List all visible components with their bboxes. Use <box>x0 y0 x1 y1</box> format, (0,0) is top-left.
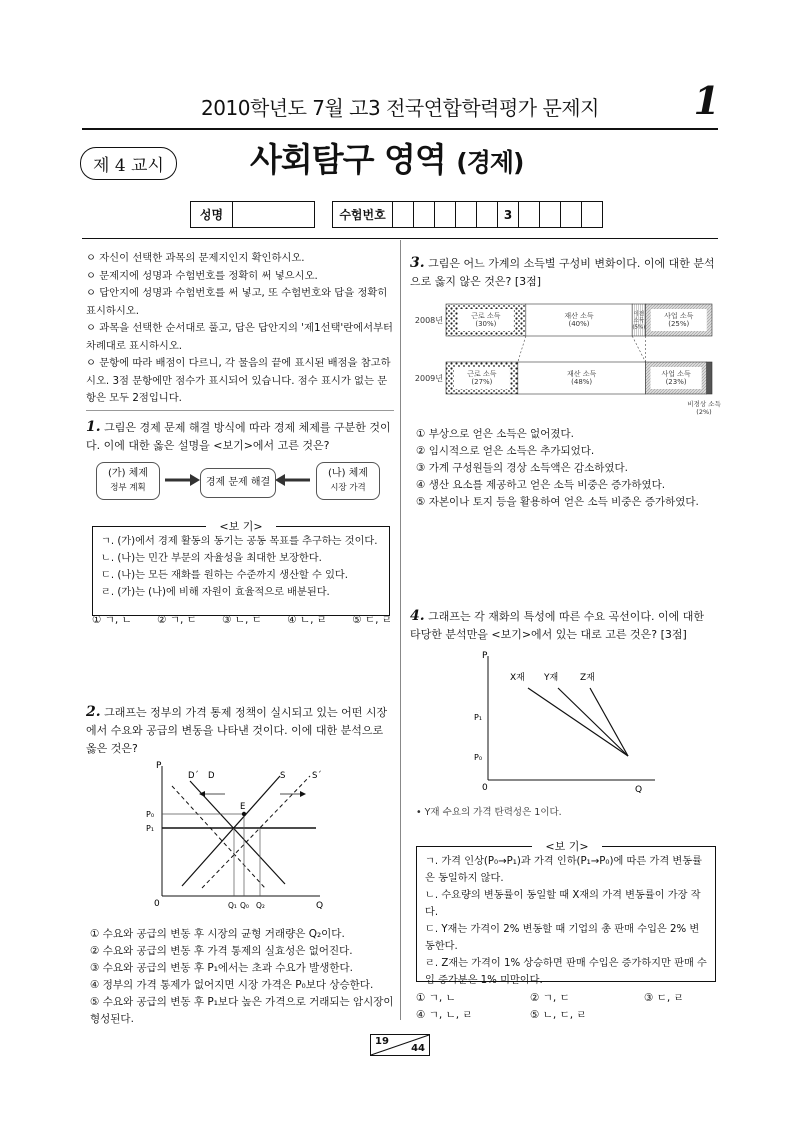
subject-main: 사회탐구 영역 <box>250 140 446 179</box>
choice-4[interactable]: ④ ㄴ, ㄹ <box>287 614 327 626</box>
q2-q-label: Q <box>316 901 324 911</box>
q3-extra-label: 비경상 소득 <box>687 400 721 408</box>
q2-label-p0: P₀ <box>146 810 155 819</box>
top-rule <box>82 238 718 239</box>
q3-segment-label: (40%) <box>568 320 590 329</box>
q3-segment-label: 사업 소득 <box>664 311 694 320</box>
choice-3[interactable]: ③ ㄴ, ㄷ <box>222 614 262 626</box>
q4-p-label: P <box>482 651 488 661</box>
q1-text: 그림은 경제 문제 해결 방식에 따라 경제 체제를 구분한 것이다. 이에 대한 옳은 설명을 <보기>에서 고른 것은? <box>86 421 391 452</box>
choice-1[interactable]: ① ㄱ, ㄴ <box>416 992 456 1004</box>
choice-4[interactable]: ④ 생산 요소를 제공하고 얻은 소득 비중은 증가하였다. <box>416 479 666 491</box>
q3-segment-label: 이전 <box>633 311 645 318</box>
q4-stem <box>410 607 718 644</box>
q3-bar-segment <box>707 362 712 394</box>
q1-left-box <box>96 462 160 500</box>
q3-extra-label: (2%) <box>696 408 712 416</box>
q2-stem <box>86 703 394 758</box>
bogi-item: ㄴ. 수요량의 변동률이 동일할 때 X재의 가격 변동률이 가장 작다. <box>425 890 701 918</box>
q4-origin: 0 <box>482 783 488 793</box>
q2-label-q1: Q₁ <box>228 901 237 910</box>
q2-origin: 0 <box>154 899 160 909</box>
q2-label-q2: Q₂ <box>256 901 265 910</box>
q2-number: 2. <box>86 704 101 720</box>
exam-no-cell[interactable] <box>456 202 477 228</box>
q3-year-label: 2009년 <box>414 374 443 383</box>
bogi-item: ㄱ. 가격 인상(P₀→P₁)과 가격 인하(P₁→P₀)에 따른 가격 변동률은 동일하지 않다. <box>425 856 702 884</box>
q2-label-s-prime: S´ <box>312 771 322 781</box>
choice-3[interactable]: ③ ㄷ, ㄹ <box>644 992 684 1004</box>
q3-choices <box>416 426 716 511</box>
exam-no-cell[interactable] <box>582 202 603 228</box>
q4-text: 그래프는 각 재화의 특성에 따른 수요 곡선이다. 이에 대한 타당한 분석만을 <보기>에서 있는 대로 고른 것은? [3점] <box>410 610 704 641</box>
choice-1[interactable]: ① 부상으로 얻은 소득은 없어졌다. <box>416 428 574 440</box>
exam-no-digit: 3 <box>498 202 519 228</box>
exam-no-cell[interactable] <box>519 202 540 228</box>
q1-center-box: 경제 문제 해결 <box>200 468 276 498</box>
q3-segment-label: 재산 소득 <box>564 311 594 320</box>
q2-supply-demand-graph <box>140 756 340 916</box>
q3-income-chart <box>410 292 721 422</box>
q1-stem <box>86 418 394 455</box>
q1-left-box-sub: 정부 계획 <box>110 483 146 493</box>
q3-segment-label: (23%) <box>665 378 687 387</box>
instruction-rule <box>86 410 394 411</box>
q3-connector <box>632 336 645 362</box>
q3-segment-label: 근로 소득 <box>467 369 497 378</box>
q3-year-label: 2008년 <box>414 316 443 325</box>
q2-text: 그래프는 정부의 가격 통제 정책이 실시되고 있는 어떤 시장에서 수요와 공급의 변동을 나타낸 것이다. 이에 대한 분석으로 옳은 것은? <box>86 706 388 755</box>
page-footer <box>370 1034 430 1056</box>
q1-right-box <box>316 462 380 500</box>
q2-curve-S-prime <box>202 776 310 888</box>
column-divider <box>400 240 401 1020</box>
q1-left-box-title: (가) 체제 <box>108 468 148 479</box>
choice-4[interactable]: ④ ㄱ, ㄴ, ㄹ <box>416 1009 473 1021</box>
q4-note: • Y재 수요의 가격 탄력성은 1이다. <box>416 807 562 818</box>
q2-label-d: D <box>208 771 215 781</box>
page-header-title: 2010학년도 7월 고3 전국연합학력평가 문제지 <box>201 96 599 120</box>
q2-label-p1: P₁ <box>146 824 155 833</box>
q3-segment-label: (48%) <box>571 378 593 387</box>
q3-segment-label: 근로 소득 <box>471 311 501 320</box>
bogi-item: ㄹ. Z재는 가격이 1% 상승하면 판매 수입은 증가하지만 판매 수입 증가분은 1% 미만이다. <box>425 958 707 986</box>
q4-curve-Y <box>558 688 628 756</box>
q3-text: 그림은 어느 가계의 소득별 구성비 변화이다. 이에 대한 분석으로 옳지 않은 것은? [3점] <box>410 257 715 288</box>
choice-2[interactable]: ② 임시적으로 얻은 소득은 추가되었다. <box>416 445 595 457</box>
choice-1[interactable]: ① ㄱ, ㄴ <box>92 614 132 626</box>
q2-label-q0: Q₀ <box>240 901 249 910</box>
exam-no-cell[interactable] <box>561 202 582 228</box>
q4-q-label: Q <box>635 785 643 795</box>
q4-bogi-box <box>416 846 716 986</box>
choice-2[interactable]: ② ㄱ, ㄷ <box>530 992 570 1004</box>
q2-label-e: E <box>240 802 246 812</box>
q4-number: 4. <box>410 608 425 624</box>
q4-curve-Z <box>590 688 628 756</box>
q1-bogi-title: <보 기> <box>206 518 276 534</box>
instruction-item: ㅇ 답안지에 성명과 수험번호를 써 넣고, 또 수험번호와 답을 정확히 표시하시오. <box>86 287 388 317</box>
choice-5[interactable]: ⑤ ㄷ, ㄹ <box>352 614 392 626</box>
choice-2[interactable]: ② 수요와 공급의 변동 후 가격 통제의 실효성은 없어진다. <box>90 945 353 957</box>
page-number: 1 <box>693 78 720 123</box>
q3-segment-label: (30%) <box>475 320 497 329</box>
q2-p-label: P <box>156 761 162 771</box>
choice-5[interactable]: ⑤ 자본이나 토지 등을 활용하여 얻은 소득 비중은 증가하였다. <box>416 496 699 508</box>
choice-1[interactable]: ① 수요와 공급의 변동 후 시장의 균형 거래량은 Q₂이다. <box>90 928 345 940</box>
bogi-item: ㄱ. (가)에서 경제 활동의 동기는 공동 목표를 추구하는 것이다. <box>101 536 378 547</box>
q3-number: 3. <box>410 255 425 271</box>
q4-label-p1: P₁ <box>474 713 483 722</box>
choice-3[interactable]: ③ 수요와 공급의 변동 후 P₁에서는 초과 수요가 발생한다. <box>90 962 353 974</box>
q3-stem <box>410 254 718 291</box>
bogi-item: ㄴ. (나)는 민간 부문의 자율성을 최대한 보장한다. <box>101 553 322 564</box>
exam-no-cell[interactable] <box>477 202 498 228</box>
footer-total: 44 <box>411 1043 425 1054</box>
name-label: 성명 <box>191 202 233 228</box>
choice-2[interactable]: ② ㄱ, ㄷ <box>157 614 197 626</box>
q1-choices <box>92 612 392 629</box>
instruction-item: ㅇ 문항에 따라 배점이 다르니, 각 물음의 끝에 표시된 배점을 참고하시오. 3점 문항에만 점수가 표시되어 있습니다. 점수 표시가 없는 문항은 모두 2점입니다. <box>86 357 391 404</box>
bogi-item: ㄹ. (가)는 (나)에 비해 자원이 효율적으로 배분된다. <box>101 587 330 598</box>
exam-no-cell[interactable] <box>435 202 456 228</box>
q4-label-y: Y재 <box>544 673 559 683</box>
id-table <box>190 201 603 228</box>
choice-4[interactable]: ④ 정부의 가격 통제가 없어지면 시장 가격은 P₀보다 상승한다. <box>90 979 374 991</box>
q4-label-z: Z재 <box>580 673 595 683</box>
choice-5[interactable]: ⑤ ㄴ, ㄷ, ㄹ <box>530 1009 587 1021</box>
q4-curve-X <box>528 688 628 756</box>
q3-connector <box>518 336 526 362</box>
footer-page: 19 <box>375 1036 389 1047</box>
subject-title <box>250 134 523 181</box>
exam-no-cell[interactable] <box>540 202 561 228</box>
choice-5[interactable]: ⑤ 수요와 공급의 변동 후 P₁보다 높은 가격으로 거래되는 암시장이 형성된다. <box>90 996 394 1025</box>
q3-segment-label: 재산 소득 <box>567 369 597 378</box>
q2-label-d-prime: D´ <box>188 771 199 781</box>
q3-segment-label: (25%) <box>668 320 690 329</box>
instruction-item: ㅇ 과목을 선택한 순서대로 풀고, 답은 답안지의 '제1선택'란에서부터 차례대로 표시하시오. <box>86 322 393 352</box>
q4-choices <box>416 990 716 1024</box>
q1-number: 1. <box>86 419 101 435</box>
bogi-item: ㄷ. (나)는 모든 재화를 원하는 수준까지 생산할 수 있다. <box>101 570 348 581</box>
instruction-item: ㅇ 문제지에 성명과 수험번호를 정확히 써 넣으시오. <box>86 269 318 282</box>
exam-no-cell[interactable] <box>393 202 414 228</box>
q3-segment-label: (5%) <box>632 324 646 331</box>
q3-segment-label: (27%) <box>471 378 493 387</box>
q4-bogi-title: <보 기> <box>532 838 602 854</box>
session-badge: 제 4 교시 <box>80 147 177 180</box>
q1-bogi-box <box>92 526 390 616</box>
exam-no-label: 수험번호 <box>333 202 393 228</box>
exam-no-cell[interactable] <box>414 202 435 228</box>
header-rule <box>82 128 718 130</box>
q2-curve-S <box>182 776 280 886</box>
choice-3[interactable]: ③ 가계 구성원들의 경상 소득액은 감소하였다. <box>416 462 629 474</box>
q4-label-x: X재 <box>510 673 525 683</box>
q4-label-p0: P₀ <box>474 753 483 762</box>
q2-point-E <box>242 812 246 816</box>
q1-right-box-title: (나) 체제 <box>328 468 368 479</box>
q2-label-s: S <box>280 771 286 781</box>
instruction-item: ㅇ 자신이 선택한 과목의 문제지인지 확인하시오. <box>86 252 305 264</box>
q2-choices <box>90 926 396 1028</box>
name-field[interactable] <box>233 202 315 228</box>
instructions <box>86 250 394 408</box>
bogi-item: ㄷ. Y재는 가격이 2% 변동할 때 기업의 총 판매 수입은 2% 변동한다. <box>425 924 700 952</box>
q4-demand-graph <box>470 648 670 796</box>
q3-segment-label: 사업 소득 <box>661 369 691 378</box>
subject-sub: (경제) <box>456 148 524 177</box>
q3-segment-label: 소득 <box>633 318 645 324</box>
q1-right-box-sub: 시장 가격 <box>330 483 366 493</box>
